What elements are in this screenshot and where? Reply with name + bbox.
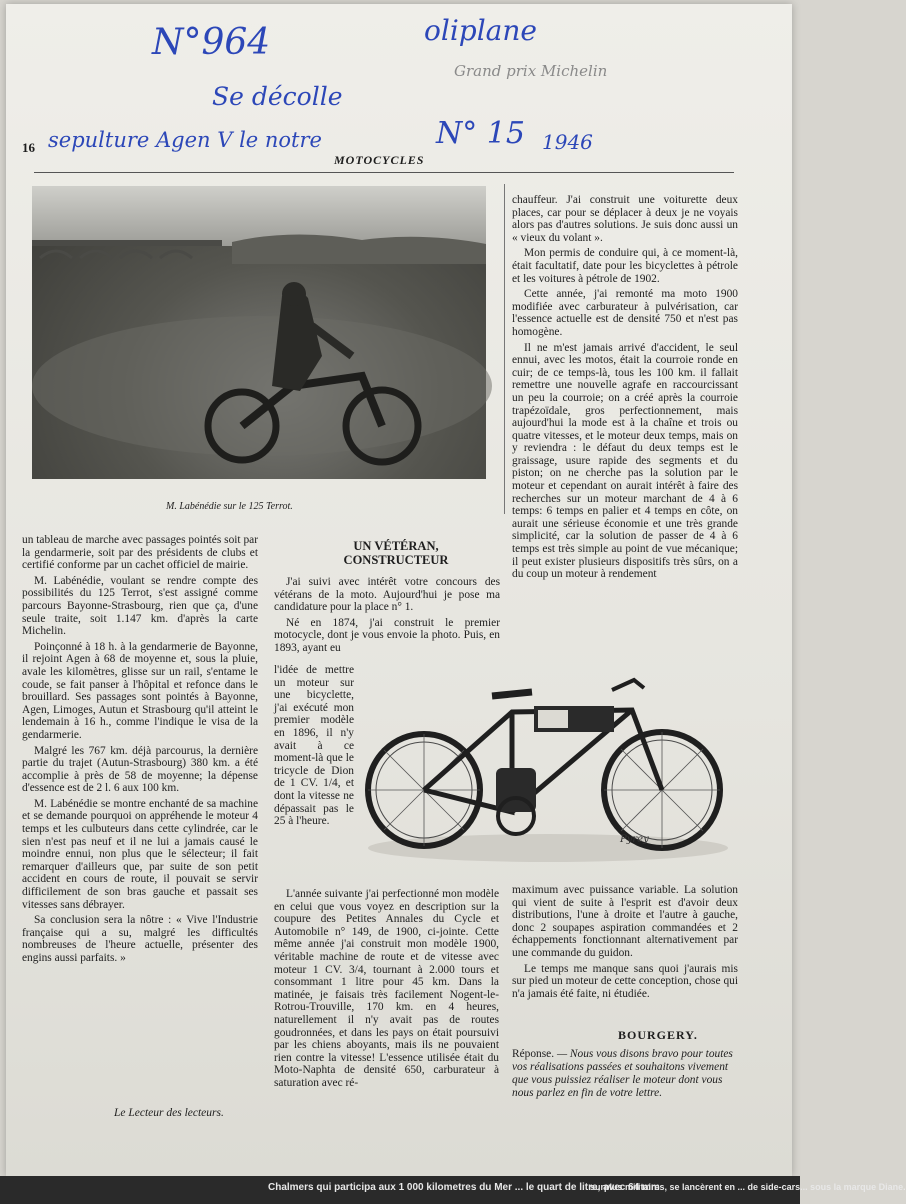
page-number: 16 — [22, 140, 35, 155]
col1-paragraph: Poinçonné à 18 h. à la gendarmerie de Bayonne, il rejoint Agen à 68 de moyenne et, sous la pluie, avale les kilomètres, glisse sur un rail, s'entame le coude, se fait panser à l'hôpital et refonce dans le brouillard. Ses passages sont pointés à Bayonne, Agen, Limoges, Autun et Strasbourg qu'il atteint le lendemain à 16 h., comme l'indique le visa de la gendarmerie. — [22, 640, 258, 741]
handwritten-number: N°964 — [152, 22, 271, 63]
handwritten-gray-note: Grand prix Michelin — [454, 62, 608, 80]
column-3-top — [512, 194, 738, 584]
col3-bottom-paragraph: maximum avec puissance variable. La solution qui vient de suite à l'esprit est d'avoir deux distributions, l'une à droite et l'autre à gauche, donc 2 soupapes aspiration commandées et 2 échappements fonctionnant alternativement par une commande du guidon. — [512, 884, 738, 959]
strip-left-text: Chalmers qui participa aux 1 000 kilometres du Mer ... le quart de litre, avec 64 mm — [268, 1182, 660, 1193]
column-1 — [22, 534, 258, 968]
handwritten-decolle: Se décolle — [212, 82, 343, 111]
rider-photo — [32, 186, 486, 479]
col1-paragraph: un tableau de marche avec passages pointés soit par la gendarmerie, soit par des présidents de clubs et certifié conforme par un cachet officiel de mairie. — [22, 534, 258, 572]
next-page-strip — [0, 1176, 906, 1204]
section-heading-line2: CONSTRUCTEUR — [343, 553, 449, 567]
column-2-top — [274, 576, 500, 658]
running-head: MOTOCYCLES — [334, 153, 425, 167]
col2-paragraph: Né en 1874, j'ai construit le premier motocycle, dont je vous envoie la photo. Puis, en 1893, ayant eu — [274, 616, 500, 654]
col1-paragraph: M. Labénédie, voulant se rendre compte des possibilités du 125 Terrot, s'est assigné comme parcours Bayonne-Strasbourg, rien que ça, d'une seule traite, soit 1.147 km. d'après la carte Michelin. — [22, 574, 258, 638]
column-2-narrow — [274, 664, 354, 831]
col2-paragraph: J'ai suivi avec intérêt votre concours des vétérans de la moto. Aujourd'hui je pose ma candidature pour la place n° 1. — [274, 576, 500, 614]
strip-right-text: surplus militaires, se lancèrent en ... de side-cars... sous la marque Diane. — [590, 1182, 906, 1192]
handwritten-issue: N° 15 — [436, 116, 525, 151]
reply-label: Réponse. — [512, 1048, 555, 1060]
col3-paragraph: chauffeur. J'ai construit une voiturette deux places, car pour se déplacer à deux je ne voyais alors pas d'autres solutions. Je suis donc aussi un « vieux du volant ». — [512, 194, 738, 244]
col1-paragraph: M. Labénédie se montre enchanté de sa machine et se demande pourquoi on appréhende le moteur 4 temps et les culbuteurs dans cette cylindrée, car le sien n'est pas neuf et il ne lui a jamais causé le moindre ennui, non plus que le sélecteur; il fait remarquer d'ailleurs que, par suite de son petit accident en cours de route, il pouvait se servir difficilement de son bras gauche et passait ses vitesses sans débrayer. — [22, 797, 258, 911]
author-signature: BOURGERY. — [618, 1028, 698, 1042]
handwritten-top-right: oliplane — [424, 14, 537, 47]
column-divider — [504, 184, 505, 514]
motorcycle-rider-silhouette — [32, 186, 486, 479]
header-rule — [34, 172, 734, 173]
col1-paragraph: Malgré les 767 km. déjà parcourus, la dernière partie du trajet (Autun-Strasbourg) 380 km. a été accomplie à près de 58 de moyenne; la dépense d'essence est de 2 l. 6 aux 100 km. — [22, 744, 258, 795]
column-3-bottom — [512, 884, 738, 1003]
col3-bottom-paragraph: Le temps me manque sans quoi j'aurais mis sur pied un moteur de cette conception, chose qui n'a jamais été faite, ni étudiée. — [512, 962, 738, 1000]
col2-narrow-paragraph: l'idée de mettre un moteur sur une bicyclette, j'ai exécuté mon premier modèle en 1896, il n'y avait à ce moment-là que le tricycle de Dion de 1 CV. 1/4, et dont la vitesse ne dépassait pas le 25 à l'heure. — [274, 664, 354, 828]
illustration-signature: Pyrey — [620, 834, 649, 845]
col1-signoff: Le Lecteur des lecteurs. — [114, 1107, 224, 1119]
col2-bottom-paragraph: L'année suivante j'ai perfectionné mon modèle en celui que vous voyez en description sur la coupure des Petites Annales du Cycle et Automobile n° 149, de 1900, ci-jointe. Cette même année j'ai construit mon modèle 1900, véritable machine de route et de vitesse avec moteur 1 CV. 3/4, tournant à 2.000 tours et consommant 1 litre pour 45 km. Dans la matinée, je faisais très facilement Nogent-le-Rotrou-Trouville, 170 km. en 4 heures, naturellement il n'y avait pas de routes goudronnées, et dans les pays on était poursuivi par les chiens aboyants, mais ils ne pouvaient rien contre la vitesse! L'essence utilisée était du Moto-Naphta de densité 650, carburateur à saturation avec ré- — [274, 888, 499, 1089]
section-heading-line1: UN VÉTÉRAN, — [353, 539, 439, 553]
column-2-bottom — [274, 888, 499, 1093]
col3-paragraph: Il ne m'est jamais arrivé d'accident, le seul ennui, avec les motos, était la courroie ronde en cuir; de ce temps-là, tous les 100 km. il fallait remettre une nouvelle agrafe en raccourcissant un peu la courroie; on a créé après la courroie trapézoïdale, gros perfectionnement, mais aujourd'hui la mode est à la chaîne et trois ou quatre vitesses, et le moteur deux temps, mais on y reviendra : le défaut du deux temps est le graissage, usure rapide des segments et du piston; on ne cherche pas la solution par le moteur et cependant on aurait intérêt à faire des recherches sur un moteur marchant de 4 à 6 temps: 6 temps en palier et 4 temps en côte, on aurait une sérieuse économie et une très grande simplicité, car la solution de passer de 4 à 6 temps est très simple au point de vue mécanique; il peut exister plusieurs dispositifs très sûrs, on a du coup un moteur à rendement — [512, 341, 738, 581]
col1-paragraph: Sa conclusion sera la nôtre : « Vive l'Industrie française qui a su, malgré les difficultés nombreuses de l'heure actuelle, présenter des engins aussi parfaits. » — [22, 914, 258, 964]
col3-paragraph: Cette année, j'ai remonté ma moto 1900 modifiée avec carburateur à pulvérisation, car l'essence actuelle est de densité 750 et n'est pas homogène. — [512, 288, 738, 338]
reply-text: — Nous vous disons bravo pour toutes vos réalisations passées et souhaitons vivement que vous puissiez réaliser le moteur dont vous nous parlez en fin de votre lettre. — [512, 1048, 733, 1099]
editor-reply — [512, 1048, 740, 1100]
section-heading — [306, 539, 486, 567]
handwritten-year: 1946 — [542, 130, 593, 154]
newspaper-page — [6, 4, 792, 1176]
motorcycle-illustration — [362, 672, 734, 868]
handwritten-topic: sepulture Agen V le notre — [48, 128, 322, 152]
col3-paragraph: Mon permis de conduire qui, à ce moment-là, était facultatif, date pour les bicyclettes à pétrole et les voitures à pétrole de 1902. — [512, 247, 738, 285]
photo-caption: M. Labénédie sur le 125 Terrot. — [166, 501, 293, 512]
